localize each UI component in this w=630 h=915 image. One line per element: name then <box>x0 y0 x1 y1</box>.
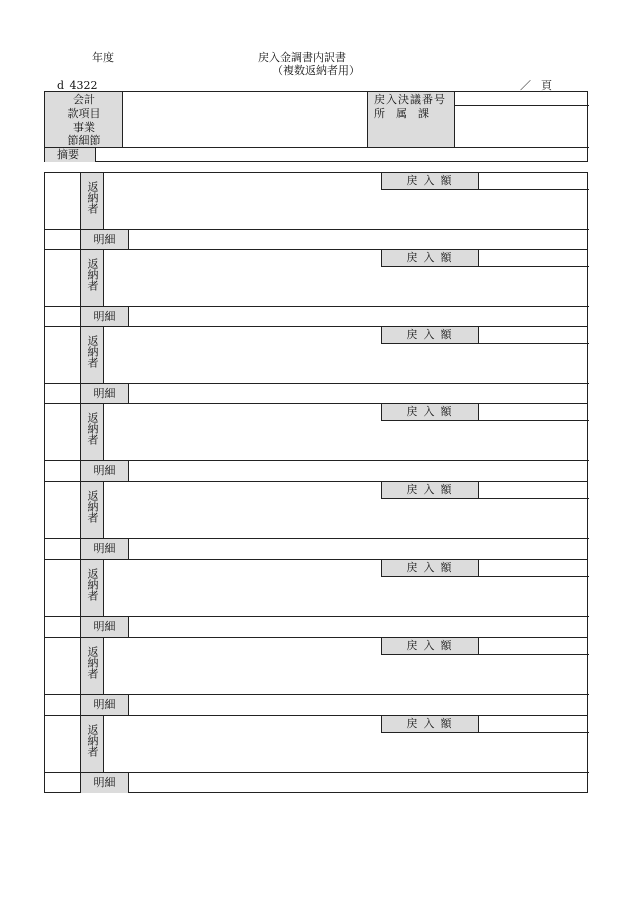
amount-label: 戻入額 <box>382 716 479 732</box>
detail-row <box>45 383 589 403</box>
returner-label-cell <box>80 482 104 538</box>
detail-label: 明細 <box>80 695 129 715</box>
amount-row <box>381 716 589 733</box>
returner-label: 返納者 <box>86 412 99 445</box>
returner-block <box>44 637 588 715</box>
amount-field[interactable] <box>480 327 590 342</box>
amount-field[interactable] <box>480 638 590 653</box>
detail-label: 明細 <box>80 461 129 481</box>
amount-row <box>381 404 589 421</box>
returner-field[interactable] <box>105 345 589 383</box>
amount-field[interactable] <box>480 404 590 419</box>
returner-block <box>44 715 588 793</box>
account-value-field[interactable] <box>123 92 367 147</box>
returner-label: 返納者 <box>86 335 99 368</box>
detail-field[interactable] <box>130 695 589 715</box>
document-title: 戻入金調書内訳書 <box>258 51 346 64</box>
detail-field[interactable] <box>130 773 589 793</box>
returner-block <box>44 481 588 559</box>
amount-row <box>381 560 589 577</box>
returner-field[interactable] <box>105 191 589 229</box>
returner-label: 返納者 <box>86 490 99 523</box>
detail-row <box>45 229 589 249</box>
amount-row <box>381 250 589 267</box>
amount-label: 戻入額 <box>382 482 479 498</box>
returner-label-cell <box>80 250 104 306</box>
returner-label-cell <box>80 327 104 383</box>
header-table <box>44 91 588 162</box>
returner-label-cell <box>80 560 104 616</box>
document-code: d_4322 <box>57 79 98 92</box>
account-label: 会計 <box>73 93 95 106</box>
detail-label: 明細 <box>80 617 129 637</box>
amount-row <box>381 327 589 344</box>
item-label: 款項目 <box>67 107 101 120</box>
returner-label: 返納者 <box>86 181 99 214</box>
detail-row <box>45 694 589 714</box>
department-label: 所 属 課 <box>374 107 429 120</box>
returner-field[interactable] <box>105 422 589 460</box>
detail-field[interactable] <box>130 539 589 559</box>
returner-label-cell <box>80 716 104 772</box>
returner-label: 返納者 <box>86 724 99 757</box>
amount-label: 戻入額 <box>382 173 479 189</box>
detail-field[interactable] <box>130 230 589 250</box>
returner-field[interactable] <box>105 578 589 616</box>
account-labels-column <box>45 92 123 147</box>
detail-row <box>45 772 589 792</box>
resolution-number-field[interactable] <box>455 92 589 105</box>
detail-field[interactable] <box>130 384 589 404</box>
returner-field[interactable] <box>105 734 589 772</box>
detail-label: 明細 <box>80 384 129 404</box>
amount-row <box>381 173 589 190</box>
returner-label: 返納者 <box>86 568 99 601</box>
document-subtitle: （複数返納者用） <box>272 64 360 77</box>
returner-block <box>44 559 588 637</box>
department-field[interactable] <box>455 106 589 147</box>
detail-row <box>45 616 589 636</box>
returner-field[interactable] <box>105 268 589 306</box>
amount-field[interactable] <box>480 250 590 265</box>
detail-row <box>45 306 589 326</box>
amount-row <box>381 482 589 499</box>
returner-block <box>44 403 588 481</box>
amount-row <box>381 638 589 655</box>
detail-row <box>45 460 589 480</box>
project-label: 事業 <box>73 121 95 134</box>
section-label: 節細節 <box>67 134 101 147</box>
amount-label: 戻入額 <box>382 404 479 420</box>
summary-label: 摘要 <box>45 148 96 162</box>
returner-label-cell <box>80 404 104 460</box>
amount-field[interactable] <box>480 716 590 731</box>
resolution-number-label: 戻入決議番号 <box>374 93 446 106</box>
amount-field[interactable] <box>480 482 590 497</box>
amount-label: 戻入額 <box>382 638 479 654</box>
detail-field[interactable] <box>130 461 589 481</box>
detail-label: 明細 <box>80 307 129 327</box>
amount-label: 戻入額 <box>382 250 479 266</box>
returner-block <box>44 249 588 327</box>
page-label: ／頁 <box>520 79 562 92</box>
fiscal-year-label: 年度 <box>92 51 114 64</box>
returner-block <box>44 326 588 404</box>
returner-label-cell <box>80 173 104 229</box>
detail-field[interactable] <box>130 307 589 327</box>
amount-field[interactable] <box>480 560 590 575</box>
detail-label: 明細 <box>80 773 129 793</box>
returner-field[interactable] <box>105 656 589 694</box>
summary-field[interactable] <box>96 148 589 162</box>
amount-label: 戻入額 <box>382 327 479 343</box>
summary-row <box>45 147 589 161</box>
detail-label: 明細 <box>80 230 129 250</box>
detail-row <box>45 538 589 558</box>
amount-field[interactable] <box>480 173 590 188</box>
returner-label: 返納者 <box>86 258 99 291</box>
returner-label: 返納者 <box>86 646 99 679</box>
returner-label-cell <box>80 638 104 694</box>
detail-label: 明細 <box>80 539 129 559</box>
returner-field[interactable] <box>105 500 589 538</box>
detail-field[interactable] <box>130 617 589 637</box>
right-labels-column <box>367 92 455 147</box>
amount-label: 戻入額 <box>382 560 479 576</box>
returner-block <box>44 172 588 250</box>
